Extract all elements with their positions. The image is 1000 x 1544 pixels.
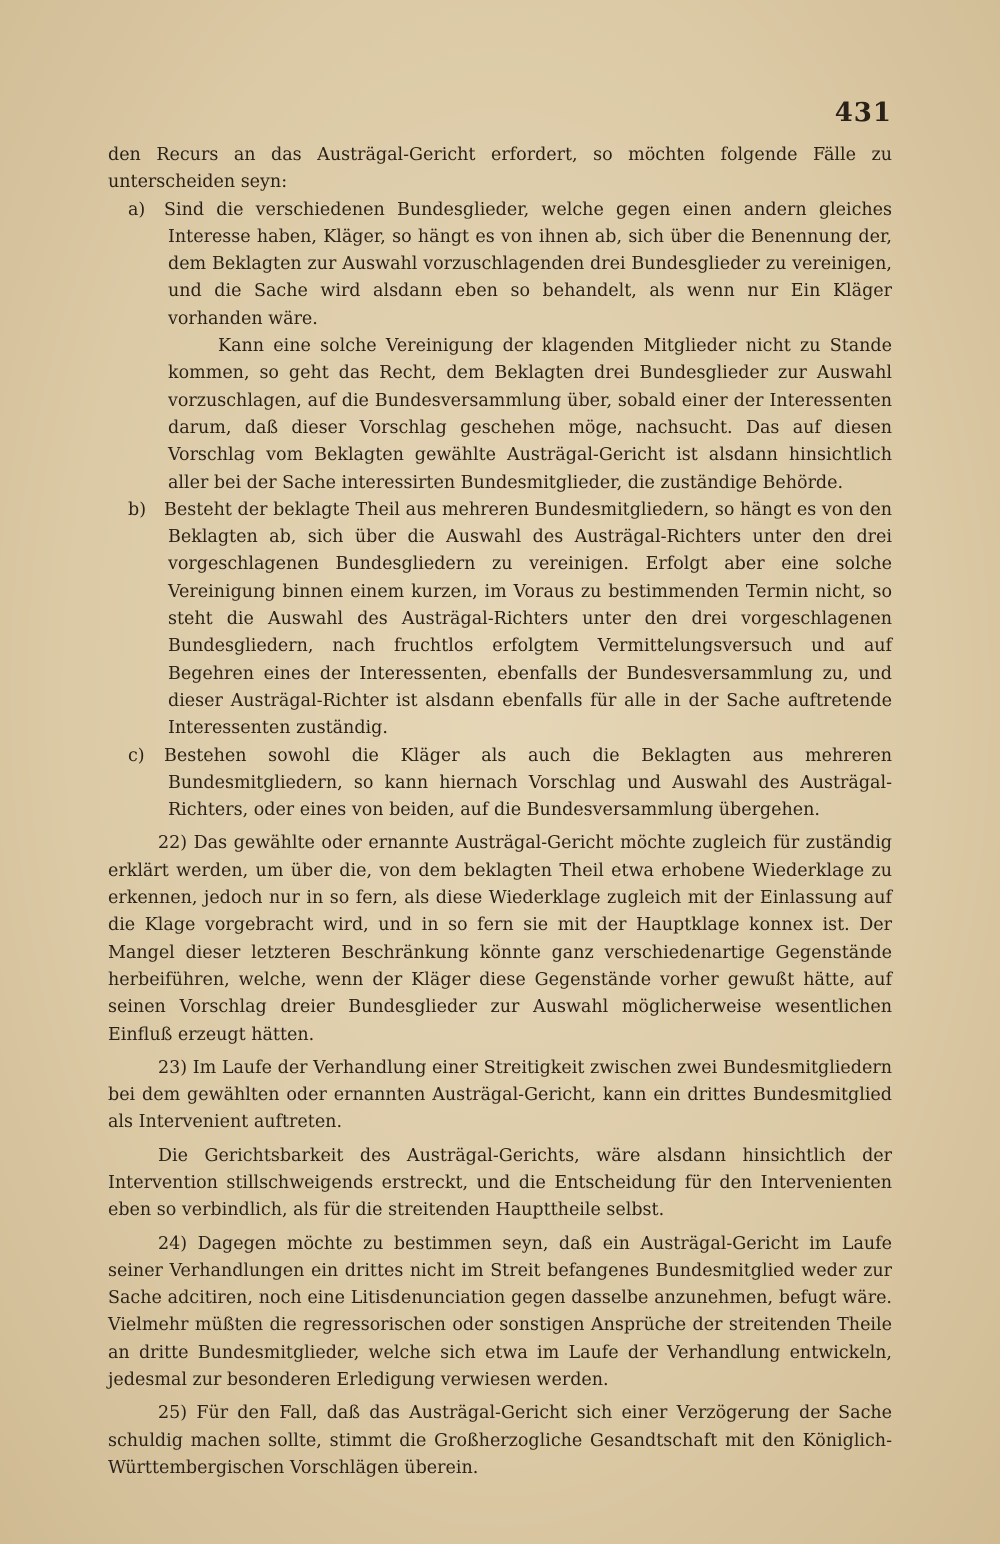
intro-paragraph: den Recurs an das Austrägal-Gericht erfordert, so möchten folgende Fälle zu unterscheiden seyn:	[108, 145, 892, 193]
item-b-label: b)	[128, 499, 147, 520]
item-c-label: c)	[128, 745, 145, 766]
item-b	[128, 497, 892, 743]
item-c-text: Bestehen sowohl die Kläger als auch die Beklagten aus mehreren Bundesmitgliedern, so kann hiernach Vorschlag und Auswahl des Austrägal-Richters, oder eines von beiden, auf die Bundesversammlung übergehen.	[164, 745, 892, 821]
item-a-subparagraph: Kann eine solche Vereinigung der klagenden Mitglieder nicht zu Stande kommen, so geht das Recht, dem Beklagten drei Bundesglieder zur Auswahl vorzuschlagen, auf die Bundesversammlung über, sobald einer der Interessenten darum, daß dieser Vorschlag geschehen möge, nachsucht. Das auf diesen Vorschlag vom Beklagten gewählte Austrägal-Gericht ist alsdann hinsichtlich aller bei der Sache interessirten Bundesmitglieder, die zuständige Behörde.	[168, 336, 892, 493]
item-b-text: Besteht der beklagte Theil aus mehreren Bundesmitgliedern, so hängt es von den Beklagten ab, sich über die Auswahl des Austrägal-Richters unter den drei vorgeschlagenen Bundesgliedern zu vereinigen. Erfolgt aber eine solche Vereinigung binnen einem kurzen, im Voraus zu bestimmenden Termin nicht, so steht die Auswahl des Austrägal-Richters unter den drei vorgeschlagenen Bundesgliedern, nach fruchtlos erfolgtem Vermittelungsversuch und auf Begehren eines der Interessenten, ebenfalls der Bundesversammlung zu, und dieser Austrägal-Richter ist alsdann ebenfalls für alle in der Sache auftretende Interessenten zuständig.	[164, 499, 892, 739]
text-body	[108, 142, 892, 1482]
item-c	[128, 743, 892, 825]
paragraph-23: 23) Im Laufe der Verhandlung einer Streitigkeit zwischen zwei Bundesmitgliedern bei dem gewählten oder ernannten Austrägal-Gericht, kann ein drittes Bundesmitglied als Intervenient auftreten.	[108, 1057, 892, 1133]
item-a-label: a)	[128, 199, 146, 220]
paragraph-24: 24) Dagegen möchte zu bestimmen seyn, daß ein Austrägal-Gericht im Laufe seiner Verhandlungen ein drittes nicht im Streit befangenes Bundesmitglied weder zur Sache adcitiren, noch eine Litisdenunciation gegen dasselbe anzunehmen, befugt wäre. Vielmehr müßten die regressorischen oder sonstigen Ansprüche der streitenden Theile an dritte Bundesmitglieder, welche sich etwa im Laufe der Verhandlung entwickeln, jedesmal zur besonderen Erledigung verwiesen werden.	[108, 1233, 892, 1391]
item-a	[128, 197, 892, 333]
item-a-text: Sind die verschiedenen Bundesglieder, welche gegen einen andern gleiches Interesse haben, Kläger, so hängt es von ihnen ab, sich über die Benennung der, dem Beklagten zur Auswahl vorzuschlagenden drei Bundesglieder zu vereinigen, und die Sache wird alsdann eben so behandelt, als wenn nur Ein Kläger vorhanden wäre.	[164, 199, 892, 329]
paragraph-25: 25) Für den Fall, daß das Austrägal-Gericht sich einer Verzögerung der Sache schuldig machen sollte, stimmt die Großherzogliche Gesandtschaft mit den Königlich-Württembergischen Vorschlägen überein.	[108, 1403, 892, 1478]
paragraph-22: 22) Das gewählte oder ernannte Austrägal-Gericht möchte zugleich für zuständig erklärt werden, um über die, von dem beklagten Theil etwa erhobene Wiederklage zu erkennen, jedoch nur in so fern, als diese Wiederklage zugleich mit der Einlassung auf die Klage vorgebracht wird, und in so fern sie mit der Hauptklage konnex ist. Der Mangel dieser letzteren Beschränkung könnte ganz verschiedenartige Gegenstände herbeiführen, welche, wenn der Kläger diese Gegenstände vorher gewußt hätte, auf seinen Vorschlag dreier Bundesglieder zur Auswahl möglicherweise wesentlichen Einfluß erzeugt hätten.	[108, 833, 892, 1045]
page-number: 431	[834, 98, 892, 128]
paragraph-23-continued: Die Gerichtsbarkeit des Austrägal-Gerichts, wäre alsdann hinsichtlich der Intervention stillschweigends erstreckt, und die Entscheidung für den Intervenienten eben so verbindlich, als für die streitenden Haupttheile selbst.	[108, 1145, 892, 1221]
